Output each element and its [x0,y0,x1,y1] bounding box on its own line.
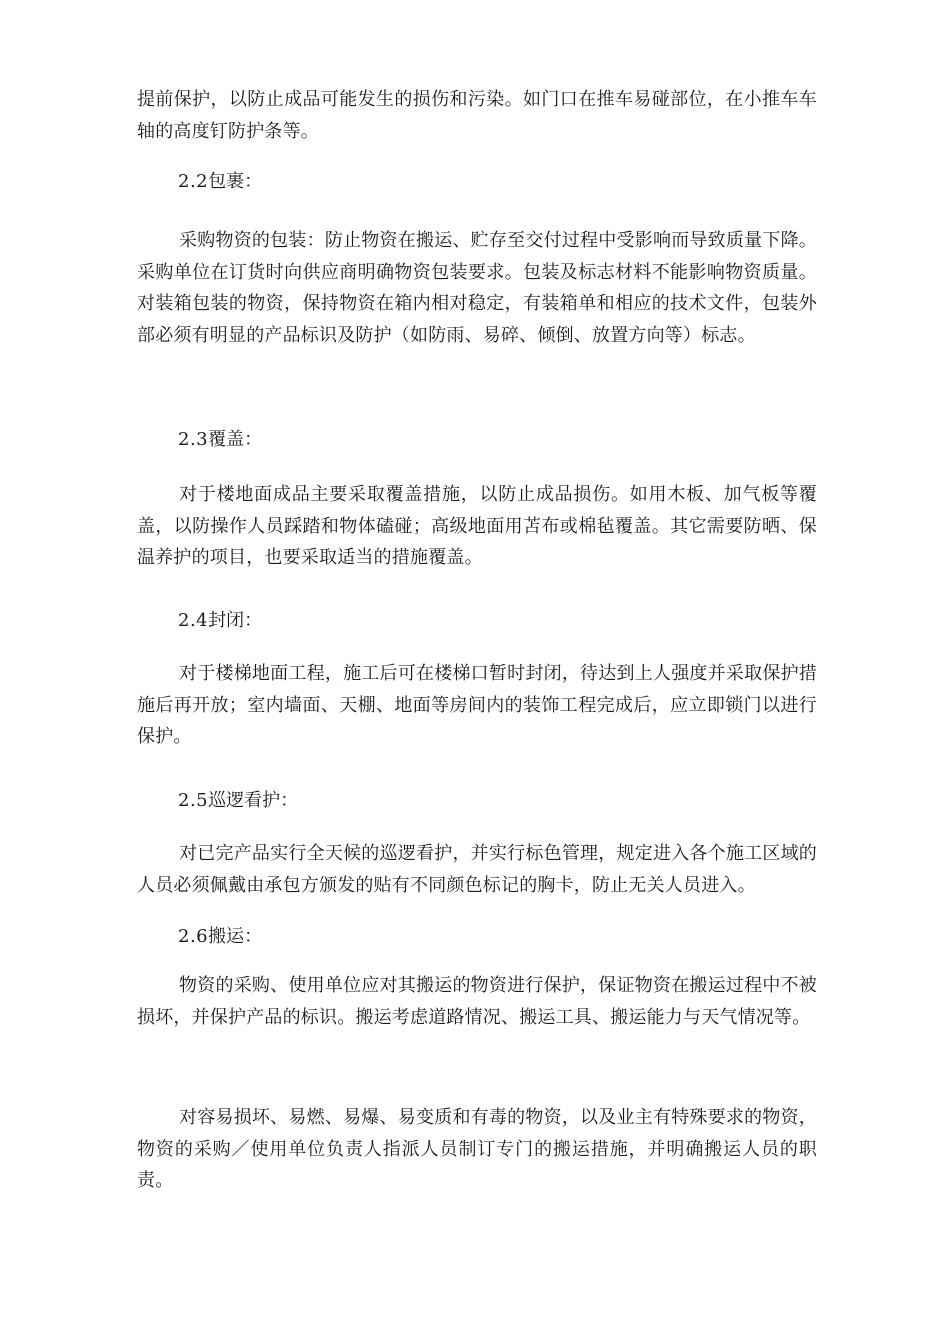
covering-paragraph: 对于楼地面成品主要采取覆盖措施，以防止成品损伤。如用木板、加气板等覆盖，以防操作人员踩踏和物体磕碰；高级地面用苫布或棉毡覆盖。其它需要防晒、保温养护的项目，也要采取适当的措施覆盖。 [137,484,817,568]
special-transport-paragraph: 对容易损坏、易燃、易爆、易变质和有毒的物资，以及业主有特殊要求的物资，物资的采购／使用单位负责人指派人员制订专门的搬运措施，并明确搬运人员的职责。 [137,1107,817,1191]
section-title: 巡逻看护： [208,790,299,811]
packaging-paragraph: 采购物资的包装：防止物资在搬运、贮存至交付过程中受影响而导致质量下降。采购单位在订货时向供应商明确物资包装要求。包装及标志材料不能影响物资质量。对装箱包装的物资，保持物资在箱内相对稳定，有装箱单和相应的技术文件，包装外部必须有明显的产品标识及防护（如防雨、易碎、倾倒、放置方向等）标志。 [137,230,817,346]
section-number: 2.5 [178,790,209,811]
section-heading-2-4 [178,605,262,637]
section-heading-2-2 [178,166,262,198]
section-number: 2.4 [178,610,209,631]
section-title: 搬运： [208,926,263,947]
section-heading-2-5 [178,785,298,817]
section-title: 覆盖： [208,429,263,450]
section-number: 2.6 [178,926,209,947]
patrol-paragraph: 对已完产品实行全天候的巡逻看护，并实行标色管理，规定进入各个施工区域的人员必须佩戴由承包方颁发的贴有不同颜色标记的胸卡，防止无关人员进入。 [137,843,817,896]
intro-paragraph: 提前保护，以防止成品可能发生的损伤和污染。如门口在推车易碰部位，在小推车车轴的高度钉防护条等。 [137,89,817,142]
section-number: 2.2 [178,171,209,192]
section-title: 包裹： [208,171,263,192]
section-heading-2-3 [178,424,262,456]
section-heading-2-6 [178,921,262,953]
section-number: 2.3 [178,429,209,450]
transport-paragraph: 物资的采购、使用单位应对其搬运的物资进行保护，保证物资在搬运过程中不被损坏，并保护产品的标识。搬运考虑道路情况、搬运工具、搬运能力与天气情况等。 [137,975,817,1028]
section-title: 封闭： [208,610,263,631]
sealing-paragraph: 对于楼梯地面工程，施工后可在楼梯口暂时封闭，待达到上人强度并采取保护措施后再开放；室内墙面、天棚、地面等房间内的装饰工程完成后，应立即锁门以进行保护。 [137,663,817,747]
